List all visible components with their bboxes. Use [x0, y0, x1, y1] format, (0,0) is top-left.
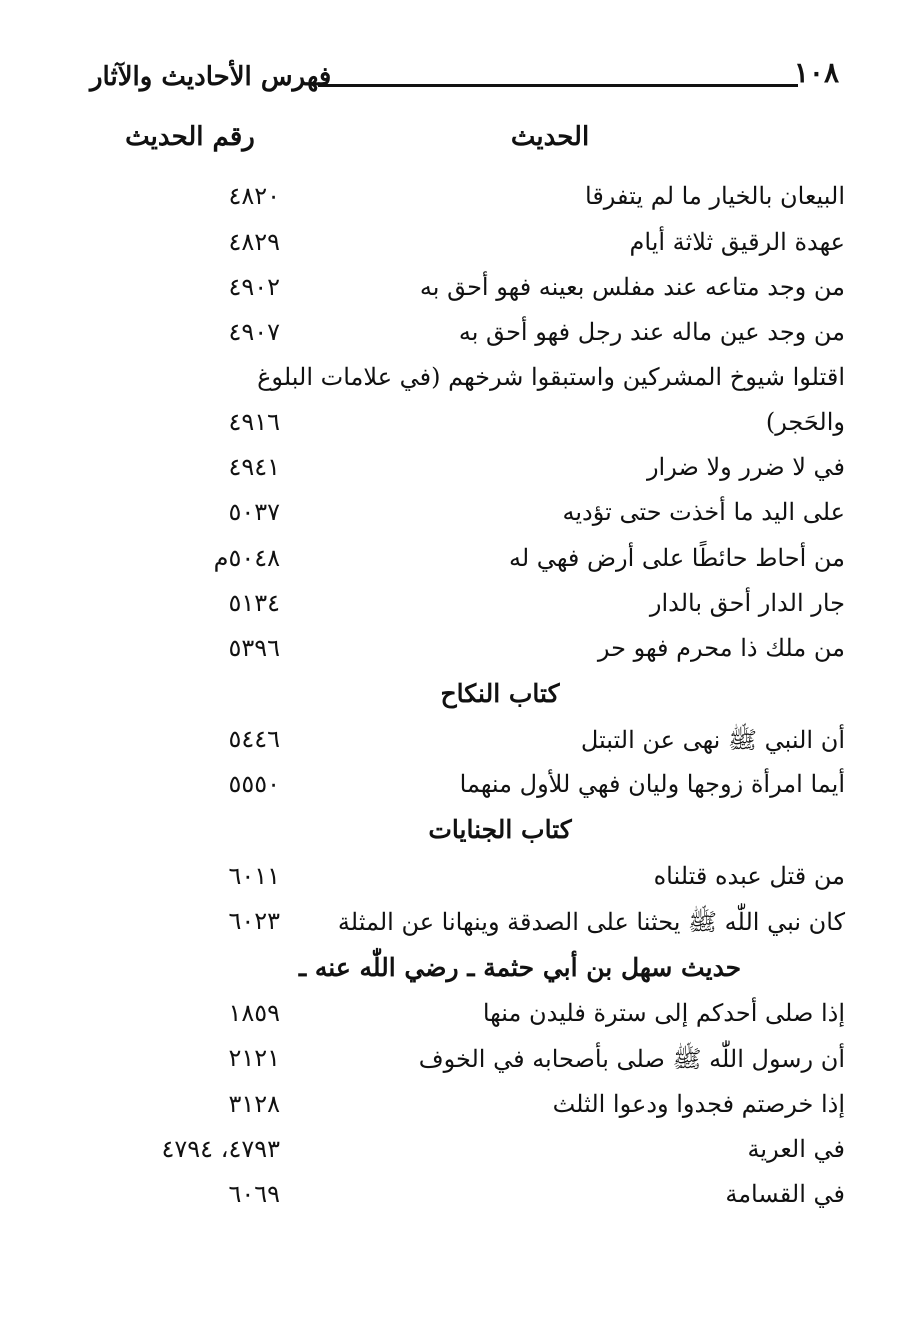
list-item [90, 544, 845, 584]
hadith-text: أن رسول اللّٰه ﷺ صلى بأصحابه في الخوف [418, 1045, 845, 1073]
column-header-hadith: الحديث [510, 122, 590, 152]
hadith-text: على اليد ما أخذت حتى تؤديه [562, 498, 845, 526]
hadith-text: من أحاط حائطًا على أرض فهي له [509, 544, 845, 572]
hadith-number: ٥٣٩٦ [228, 634, 280, 662]
hadith-number: ٤٨٢٠ [228, 182, 280, 210]
list-item [90, 725, 845, 765]
hadith-text: كان نبي اللّٰه ﷺ يحثنا على الصدقة وينهانا عن المثلة [337, 908, 845, 936]
page-number: ١٠٨ [793, 56, 839, 89]
list-item [90, 862, 845, 902]
list-item [90, 498, 845, 538]
list-item [90, 453, 845, 493]
hadith-number: ٦٠١١ [228, 862, 280, 890]
hadith-number: ٤٩٠٧ [228, 318, 280, 346]
list-item [90, 273, 845, 313]
hadith-number: ٢١٢١ [228, 1044, 280, 1072]
hadith-text: عهدة الرقيق ثلاثة أيام [629, 228, 845, 256]
hadith-text: في العرية [747, 1135, 845, 1163]
hadith-number: ٣١٢٨ [228, 1090, 280, 1118]
hadith-text: إذا صلى أحدكم إلى سترة فليدن منها [482, 999, 845, 1027]
hadith-number: ٦٠٢٣ [228, 907, 280, 935]
running-title: فهرس الأحاديث والآثار [90, 62, 332, 92]
hadith-text: من ملك ذا محرم فهو حر [597, 634, 845, 662]
section-heading-nikah: كتاب النكاح [440, 679, 560, 708]
hadith-text: في لا ضرر ولا ضرار [646, 453, 845, 481]
column-header-number: رقم الحديث [125, 122, 255, 152]
hadith-text: اقتلوا شيوخ المشركين واستبقوا شرخهم (في علامات البلوغ [257, 363, 845, 391]
list-item [90, 408, 845, 448]
hadith-number: ٥٤٤٦ [228, 725, 280, 753]
list-item [90, 1090, 845, 1130]
list-item [90, 318, 845, 358]
hadith-number: ٥١٣٤ [228, 589, 280, 617]
hadith-number: ٦٠٦٩ [228, 1180, 280, 1208]
hadith-number: ١٨٥٩ [228, 999, 280, 1027]
hadith-text: أيما امرأة زوجها وليان فهي للأول منهما [459, 770, 845, 798]
hadith-number: ٤٩٤١ [228, 453, 280, 481]
hadith-number: ٤٩٠٢ [228, 273, 280, 301]
list-item [90, 363, 845, 403]
list-item [90, 1180, 845, 1220]
hadith-text: من قتل عبده قتلناه [653, 862, 845, 890]
list-item [90, 1044, 845, 1084]
hadith-number: ٥٠٤٨م [213, 544, 280, 572]
hadith-text: إذا خرصتم فجدوا ودعوا الثلث [552, 1090, 845, 1118]
header-rule [318, 84, 798, 87]
hadith-text: أن النبي ﷺ نهى عن التبتل [580, 726, 845, 754]
hadith-text: والحَجر) [765, 408, 845, 436]
hadith-text: البيعان بالخيار ما لم يتفرقا [585, 182, 845, 210]
list-item [90, 589, 845, 629]
list-item [90, 1135, 845, 1175]
hadith-number: ٤٧٩٣، ٤٧٩٤ [161, 1135, 280, 1163]
hadith-number: ٤٩١٦ [228, 408, 280, 436]
list-item [90, 907, 845, 947]
section-heading-sahl: حديث سهل بن أبي حثمة ـ رضي اللّٰه عنه ـ [298, 953, 742, 982]
list-item [90, 228, 845, 268]
hadith-text: جار الدار أحق بالدار [649, 589, 845, 617]
hadith-text: في القسامة [725, 1180, 845, 1208]
hadith-number: ٥٠٣٧ [228, 498, 280, 526]
hadith-number: ٥٥٥٠ [228, 770, 280, 798]
list-item [90, 182, 845, 222]
section-heading-jinayat: كتاب الجنايات [428, 815, 572, 844]
hadith-number: ٤٨٢٩ [228, 228, 280, 256]
hadith-text: من وجد متاعه عند مفلس بعينه فهو أحق به [419, 273, 845, 301]
list-item [90, 999, 845, 1039]
hadith-text: من وجد عين ماله عند رجل فهو أحق به [458, 318, 845, 346]
list-item [90, 634, 845, 674]
list-item [90, 770, 845, 810]
